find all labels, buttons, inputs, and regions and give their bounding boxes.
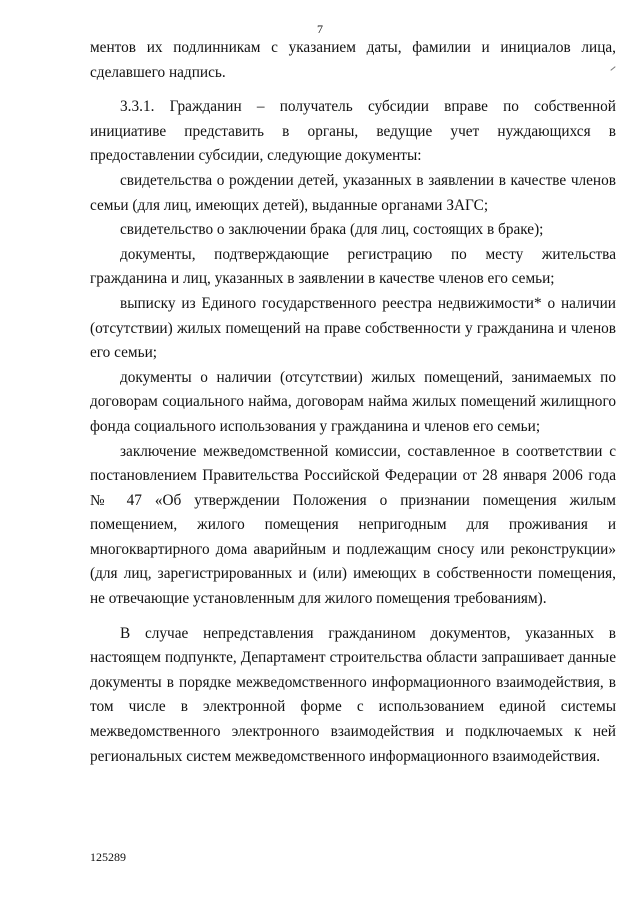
list-item-birth-certificates: свидетельства о рождении детей, указанных в заявлении в качестве членов семьи (для лиц, имеющих детей), выданные органами ЗАГС;: [90, 171, 616, 214]
list-item-commission-conclusion: заключение межведомственной комиссии, составленное в соответствии с постановлением Правительства Российской Федерации от 28 января 2006 года № 47 «Об утверждении Положения о признании помещения жилым помещением, жилого помещения непригодным для проживания и многоквартирного дома аварийным и подлежащим сносу или реконструкции» (для лиц, зарегистрированных и (или) имеющих в собственности помещения, не отвечающие установленным для жилого помещения требованиям).: [90, 442, 616, 608]
paragraph-clause-3-3-1: 3.3.1. Гражданин – получатель субсидии вправе по собственной инициативе представить в органы, ведущие учет нуждающихся в предоставлении субсидии, следующие документы:: [90, 98, 616, 165]
list-item-registration-documents: документы, подтверждающие регистрацию по месту жительства гражданина и лиц, указанных в заявлении в качестве членов его семьи;: [90, 245, 616, 288]
document-code: 125289: [90, 850, 126, 864]
paragraph-interagency-request: В случае непредставления гражданином документов, указанных в настоящем подпункте, Департамент строительства области запрашивает данные документы в порядке межведомственного информационного взаимодействия, в том числе в электронной форме с использованием единой системы межведомственного электронного взаимодействия и подключаемых к ней региональных систем межведомственного информационного взаимодействия.: [90, 624, 616, 765]
list-item-real-estate-extract: выписку из Единого государственного реестра недвижимости* о наличии (отсутствии) жилых помещений на праве собственности у гражданина и членов его семьи;: [90, 294, 616, 362]
list-item-marriage-certificate: свидетельство о заключении брака (для лиц, состоящих в браке);: [120, 221, 544, 239]
list-item-housing-documents: документы о наличии (отсутствии) жилых помещений, занимаемых по договорам социального найма, договорам найма жилых помещений жилищного фонда социального использования у гражданина и членов его семьи;: [90, 368, 616, 435]
page-number: 7: [317, 22, 323, 36]
document-body: [90, 36, 616, 779]
paragraph-continuation: ментов их подлинникам с указанием даты, фамилии и инициалов лица, сделавшего надпись.: [90, 39, 616, 81]
